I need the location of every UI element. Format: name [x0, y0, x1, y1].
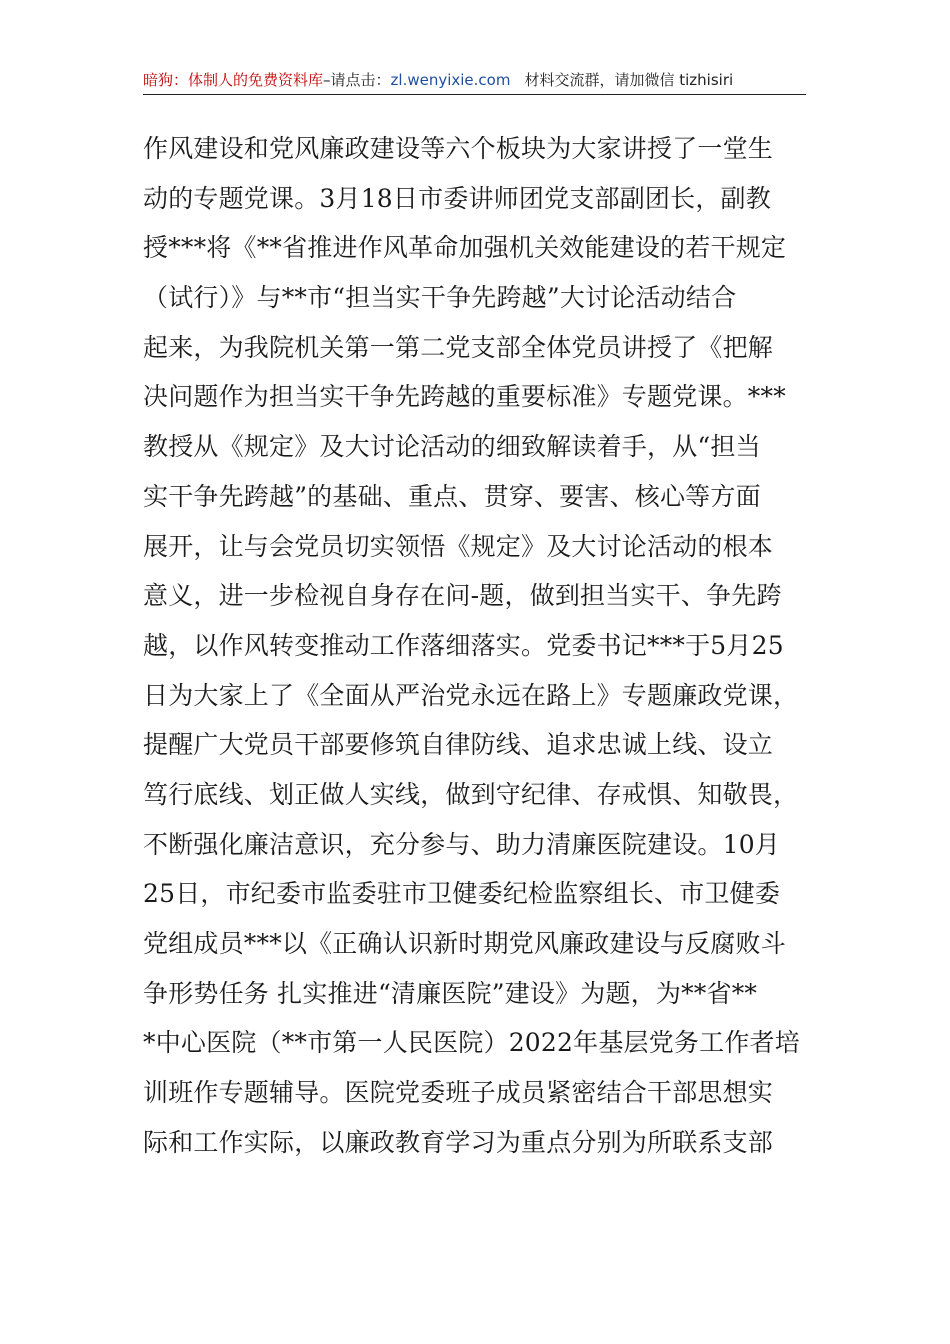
text-line: 动的专题党课。3月18日市委讲师团党支部副团长，副教: [143, 183, 771, 213]
text-line: 不断强化廉洁意识，充分参与、助力清廉医院建设。10月: [143, 829, 781, 859]
document-body: [143, 124, 805, 1167]
text-line: 提醒广大党员干部要修筑自律防线、追求忠诚上线、设立: [143, 730, 774, 760]
text-line: *中心医院（**市第一人民医院）2022年基层党务工作者培: [143, 1028, 800, 1058]
text-line: 越，以作风转变推动工作落细落实。党委书记***于5月25: [143, 630, 784, 660]
text-line: 实干争先跨越”的基础、重点、贯穿、要害、核心等方面: [143, 481, 761, 511]
text-line: 日为大家上了《全面从严治党永远在路上》专题廉政党课，: [143, 680, 799, 710]
text-line: 教授从《规定》及大讨论活动的细致解读着手，从“担当: [143, 432, 761, 462]
header-contact: 材料交流群，请加微信 tizhisiri: [524, 71, 734, 89]
header-brand: 暗狗：体制人的免费资料库: [143, 71, 324, 89]
text-line: 笃行底线、划正做人实线，做到守纪律、存戒惧、知敬畏，: [143, 779, 799, 809]
text-line: 争形势任务 扎实推进“清廉医院”建设》为题，为**省**: [143, 978, 758, 1008]
page-header: [143, 66, 806, 95]
text-line: 际和工作实际，以廉政教育学习为重点分别为所联系支部: [143, 1127, 774, 1157]
text-line: 决问题作为担当实干争先跨越的重要标准》专题党课。***: [143, 382, 786, 412]
text-line: 党组成员***以《正确认识新时期党风廉政建设与反腐败斗: [143, 929, 786, 958]
header-separator: –请点击：: [323, 71, 391, 89]
text-line: 起来，为我院机关第一第二党支部全体党员讲授了《把解: [143, 332, 774, 362]
text-line: 训班作专题辅导。医院党委班子成员紧密结合干部思想实: [143, 1078, 774, 1108]
text-line: （试行）》与**市“担当实干争先跨越”大讨论活动结合: [143, 283, 737, 313]
header-url-link[interactable]: zl.wenyixie.com: [390, 71, 511, 89]
text-line: 授***将《**省推进作风革命加强机关效能建设的若干规定: [143, 233, 787, 263]
text-line: 展开，让与会党员切实领悟《规定》及大讨论活动的根本: [143, 531, 774, 561]
text-line: 作风建设和党风廉政建设等六个板块为大家讲授了一堂生: [143, 134, 774, 163]
text-line: 25日，市纪委市监委驻市卫健委纪检监察组长、市卫健委: [143, 879, 781, 909]
text-line: 意义，进一步检视自身存在问-题，做到担当实干、争先跨: [143, 581, 782, 611]
